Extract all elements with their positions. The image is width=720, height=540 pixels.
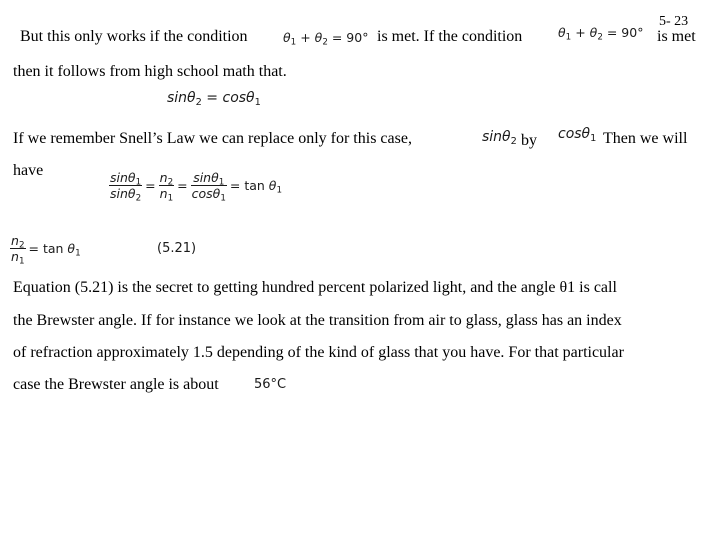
brewster-equation: $\frac{n_2}{n_1}$ = $\tan \theta_1$ bbox=[11, 233, 81, 267]
snell-fraction-equation: $\frac{\sin\theta_1}{\sin\theta_2}$ = $\frac{n_2}{n_1}$ = $\frac{\sin\theta_1}{\cos\theta_1}$ = $\tan \theta_1$ bbox=[110, 170, 283, 204]
fraction-n2-n1: $\frac{n_2}{n_1}$ bbox=[11, 233, 25, 267]
cosine-theta1-term: cosθ$_1$ bbox=[558, 126, 597, 144]
paragraph-line-3: of refraction approximately 1.5 depending of the kind of glass that you have. For that particular bbox=[13, 344, 624, 361]
line1-text-c: is met bbox=[657, 28, 696, 45]
sine-cosine-equation: sinθ$_2$ = cosθ$_1$ bbox=[167, 90, 261, 108]
brewster-angle-value: 56°C bbox=[254, 377, 287, 392]
condition-equation-1: $\theta_1 + \theta_2 = 90^\circ$ bbox=[283, 30, 369, 48]
fraction-sin-cos-ratio: $\frac{\sin\theta_1}{\cos\theta_1}$ bbox=[191, 170, 226, 204]
sine-theta2-term: sinθ$_2$ bbox=[482, 129, 517, 147]
line4-text: have bbox=[13, 162, 44, 179]
line3-text-b: by bbox=[521, 132, 537, 149]
line3-text-c: Then we will bbox=[603, 130, 688, 147]
condition-equation-2: $\theta_1 + \theta_2 = 90^\circ$ bbox=[558, 25, 644, 43]
page-number: 5- 23 bbox=[659, 14, 689, 29]
equation-number-label: (5.21) bbox=[157, 241, 197, 256]
line3-text-a: If we remember Snell’s Law we can replace only for this case, bbox=[13, 130, 412, 147]
fraction-index-ratio: $\frac{n_2}{n_1}$ bbox=[159, 170, 174, 204]
paragraph-line-2: the Brewster angle. If for instance we look at the transition from air to glass, glass has an index bbox=[13, 312, 622, 329]
fraction-sin-ratio: $\frac{\sin\theta_1}{\sin\theta_2}$ bbox=[110, 170, 142, 204]
paragraph-line-4: case the Brewster angle is about bbox=[13, 376, 219, 393]
paragraph-line-1: Equation (5.21) is the secret to getting hundred percent polarized light, and the angle θ1 is call bbox=[13, 279, 617, 296]
line2-text: then it follows from high school math that. bbox=[13, 63, 287, 80]
line1-text-b: is met. If the condition bbox=[377, 28, 523, 45]
line1-text-a: But this only works if the condition bbox=[20, 28, 248, 45]
